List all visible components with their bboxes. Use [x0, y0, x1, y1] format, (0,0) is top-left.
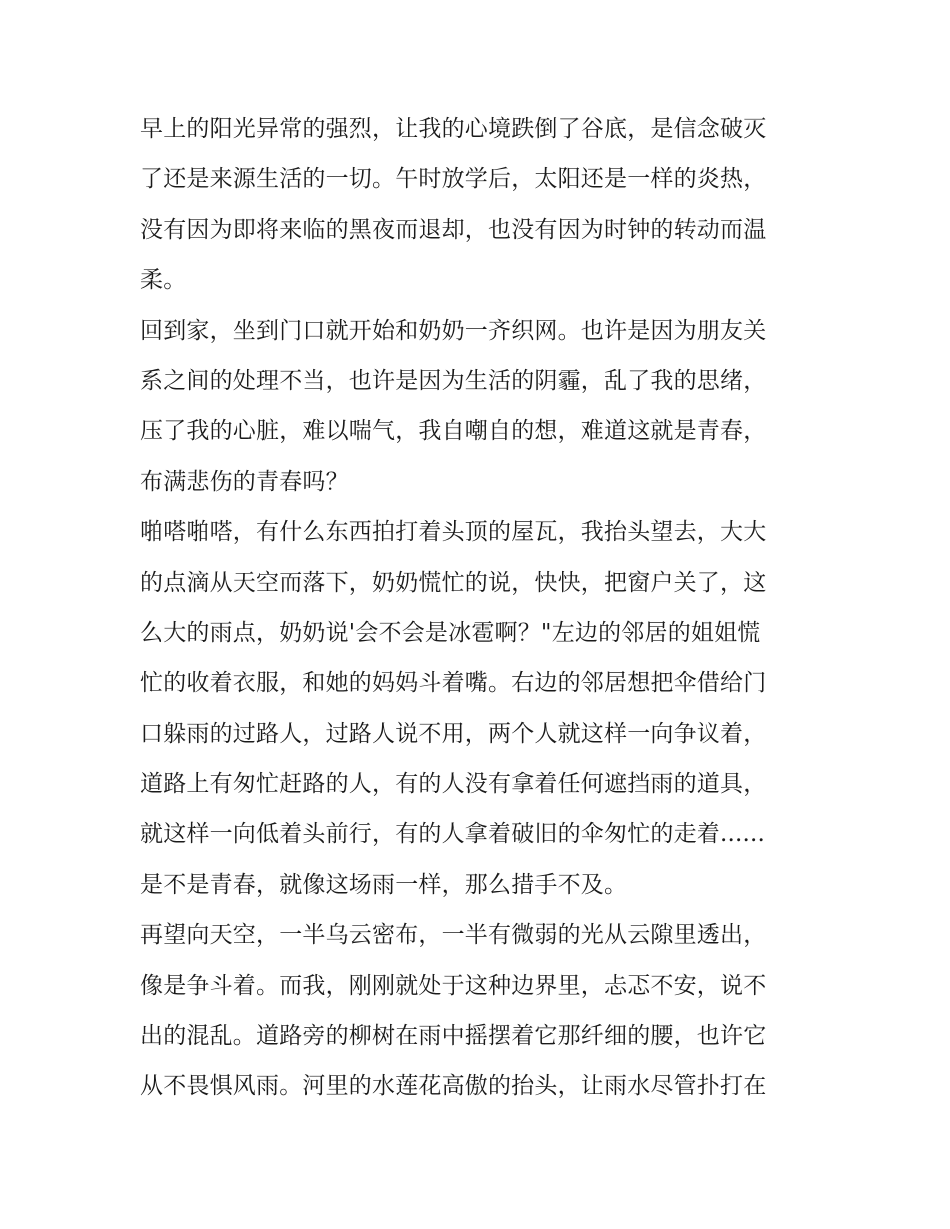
text-line: 没有因为即将来临的黑夜而退却，也没有因为时钟的转动而温 [140, 216, 767, 243]
text-line: 就这样一向低着头前行，有的人拿着破旧的伞匆忙的走着...... [140, 821, 766, 848]
text-line: 像是争斗着。而我，刚刚就处于这种边界里，忐忑不安，说不 [140, 972, 767, 999]
text-line: 系之间的处理不当，也许是因为生活的阴霾，乱了我的思绪， [140, 367, 767, 394]
text-line: 了还是来源生活的一切。午时放学后，太阳还是一样的炎热， [140, 166, 767, 193]
text-line: 回到家，坐到门口就开始和奶奶一齐织网。也许是因为朋友关 [140, 317, 767, 344]
text-line: 早上的阳光异常的强烈，让我的心境跌倒了谷底，是信念破灭 [140, 116, 767, 142]
text-line: 道路上有匆忙赶路的人，有的人没有拿着任何遮挡雨的道具， [140, 771, 767, 798]
text-line: 从不畏惧风雨。河里的水莲花高傲的抬头，让雨水尽管扑打在 [140, 1073, 767, 1100]
text-line: 忙的收着衣服，和她的妈妈斗着嘴。右边的邻居想把伞借给门 [140, 670, 767, 697]
text-line: 的点滴从天空而落下，奶奶慌忙的说，快快，把窗户关了，这 [140, 569, 767, 596]
text-line: 出的混乱。道路旁的柳树在雨中摇摆着它那纤细的腰，也许它 [140, 1023, 767, 1050]
essay-text [140, 104, 820, 1112]
text-line: 啪嗒啪嗒，有什么东西拍打着头顶的屋瓦，我抬头望去，大大 [140, 519, 767, 546]
text-line: 压了我的心脏，难以喘气，我自嘲自的想，难道这就是青春， [140, 418, 767, 445]
text-line: 再望向天空，一半乌云密布，一半有微弱的光从云隙里透出， [140, 922, 767, 949]
text-line: 是不是青春，就像这场雨一样，那么措手不及。 [140, 871, 628, 898]
text-line: 布满悲伤的青春吗？ [140, 468, 349, 495]
text-line: 口躲雨的过路人，过路人说不用，两个人就这样一向争议着， [140, 720, 767, 747]
text-line: 柔。 [140, 267, 187, 294]
text-line: 么大的雨点，奶奶说'会不会是冰雹啊？"左边的邻居的姐姐慌 [140, 619, 761, 646]
